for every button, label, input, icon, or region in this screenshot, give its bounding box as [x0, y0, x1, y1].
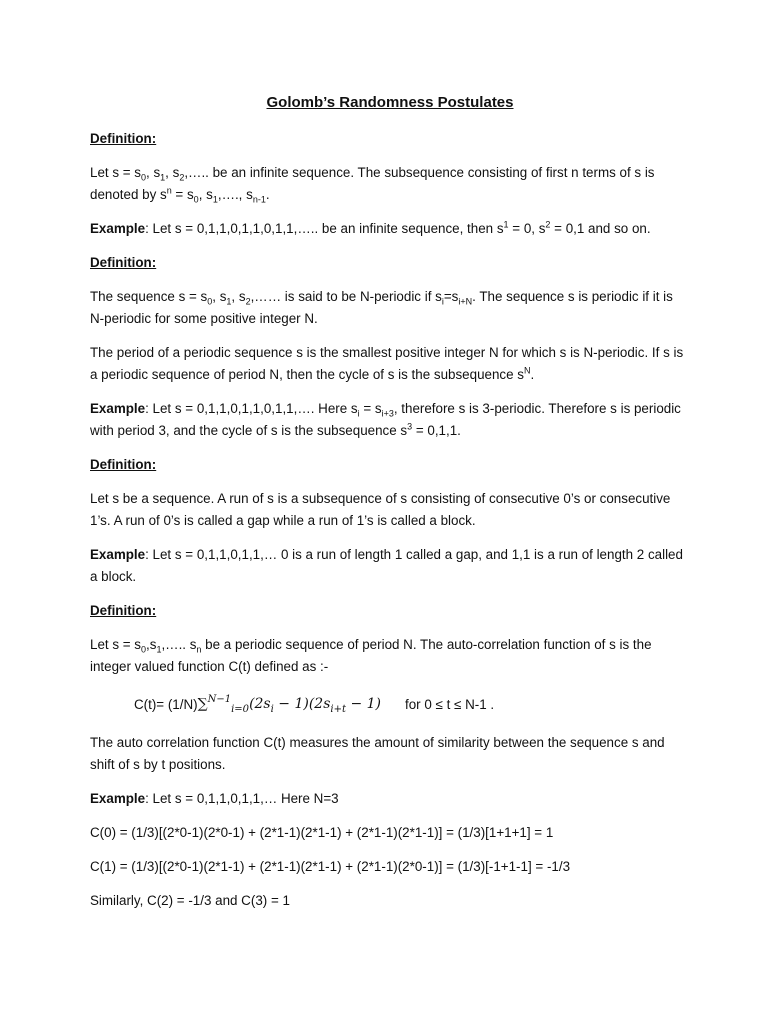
autocorrelation-description: The auto correlation function C(t) measures the amount of similarity between the sequence s and shift of s by t positions. [90, 735, 665, 772]
formula-range: for 0 ≤ t ≤ N-1 . [405, 697, 495, 712]
example-1-text: Example: Let s = 0,1,1,0,1,1,0,1,1,….. be an infinite sequence, then $s^1 = 0$, $s^2 = 0,1$ and so on. [90, 219, 651, 236]
autocorrelation-formula [134, 690, 690, 720]
example-label: Example [90, 547, 146, 562]
example-label: Example [90, 791, 146, 806]
definition-1-text: Let $s = s_0$, $s_1$, $s_2,\dots$.. be an infinite sequence. The subsequence consisting of first n terms of s is denoted by $s^n = s_0$, $s_1,\dots$., $s_{n-1}$. [90, 165, 655, 205]
c1-calculation: C(1) = (1/3)[(2*0-1)(2*1-1) + (2*1-1)(2*1-1) + (2*1-1)(2*0-1)] = (1/3)[-1+1-1] = -1/3 [90, 859, 571, 874]
formula-lhs: C(t)= (1/N) [134, 697, 198, 712]
similarly-text: Similarly, C(2) = -1/3 and C(3) = 1 [90, 893, 290, 908]
definition-3-text: Let s be a sequence. A run of s is a subsequence of s consisting of consecutive 0’s or consecutive 1’s. A run of 0’s is called a gap while a run of 1’s is called a block. [90, 491, 671, 528]
example-3-text: Example: Let s = 0,1,1,0,1,1,… 0 is a run of length 1 called a gap, and 1,1 is a run of length 2 called a block. [90, 547, 683, 584]
formula-expression: $\sum^{N-1}_{i=0}(2s_i - 1)(2s_{i+t} - 1)$ [197, 694, 381, 715]
example-4-text: Example: Let s = 0,1,1,0,1,1,… Here N=3 [90, 791, 339, 806]
example-label: Example [90, 221, 146, 236]
example-2-text: Example: Let s = 0,1,1,0,1,1,0,1,1,…. Here $s_i = s_{i+3}$, therefore s is 3-periodic. Therefore s is periodic with period 3, and the cycle of s is the subsequence $s^3 = 0,1,1$. [90, 401, 681, 438]
document-page [90, 92, 690, 924]
example-label: Example [90, 401, 146, 416]
c0-calculation: C(0) = (1/3)[(2*0-1)(2*0-1) + (2*1-1)(2*1-1) + (2*1-1)(2*1-1)] = (1/3)[1+1+1] = 1 [90, 825, 554, 840]
page-title: Golomb’s Randomness Postulates [266, 94, 514, 111]
definition-4-text: Let $s = s_0,s_1,\dots$.. $s_n$ be a periodic sequence of period N. The auto-correlation function of s is the integer valued function C(t) defined as :- [90, 637, 652, 674]
definition-heading-3: Definition: [90, 457, 157, 472]
definition-heading-2: Definition: [90, 255, 157, 270]
definition-heading-1: Definition: [90, 131, 157, 146]
period-text: The period of a periodic sequence s is the smallest positive integer N for which s is N-periodic. If s is a periodic sequence of period N, then the cycle of s is the subsequence $s^N$. [90, 345, 684, 382]
definition-heading-4: Definition: [90, 603, 157, 618]
definition-2-text: The sequence $s = s_0$, $s_1$, $s_2,\dots\dots$ is said to be N-periodic if $s_i=s_{i+N}$. The sequence s is periodic if it is N-periodic for some positive integer N. [90, 289, 673, 326]
